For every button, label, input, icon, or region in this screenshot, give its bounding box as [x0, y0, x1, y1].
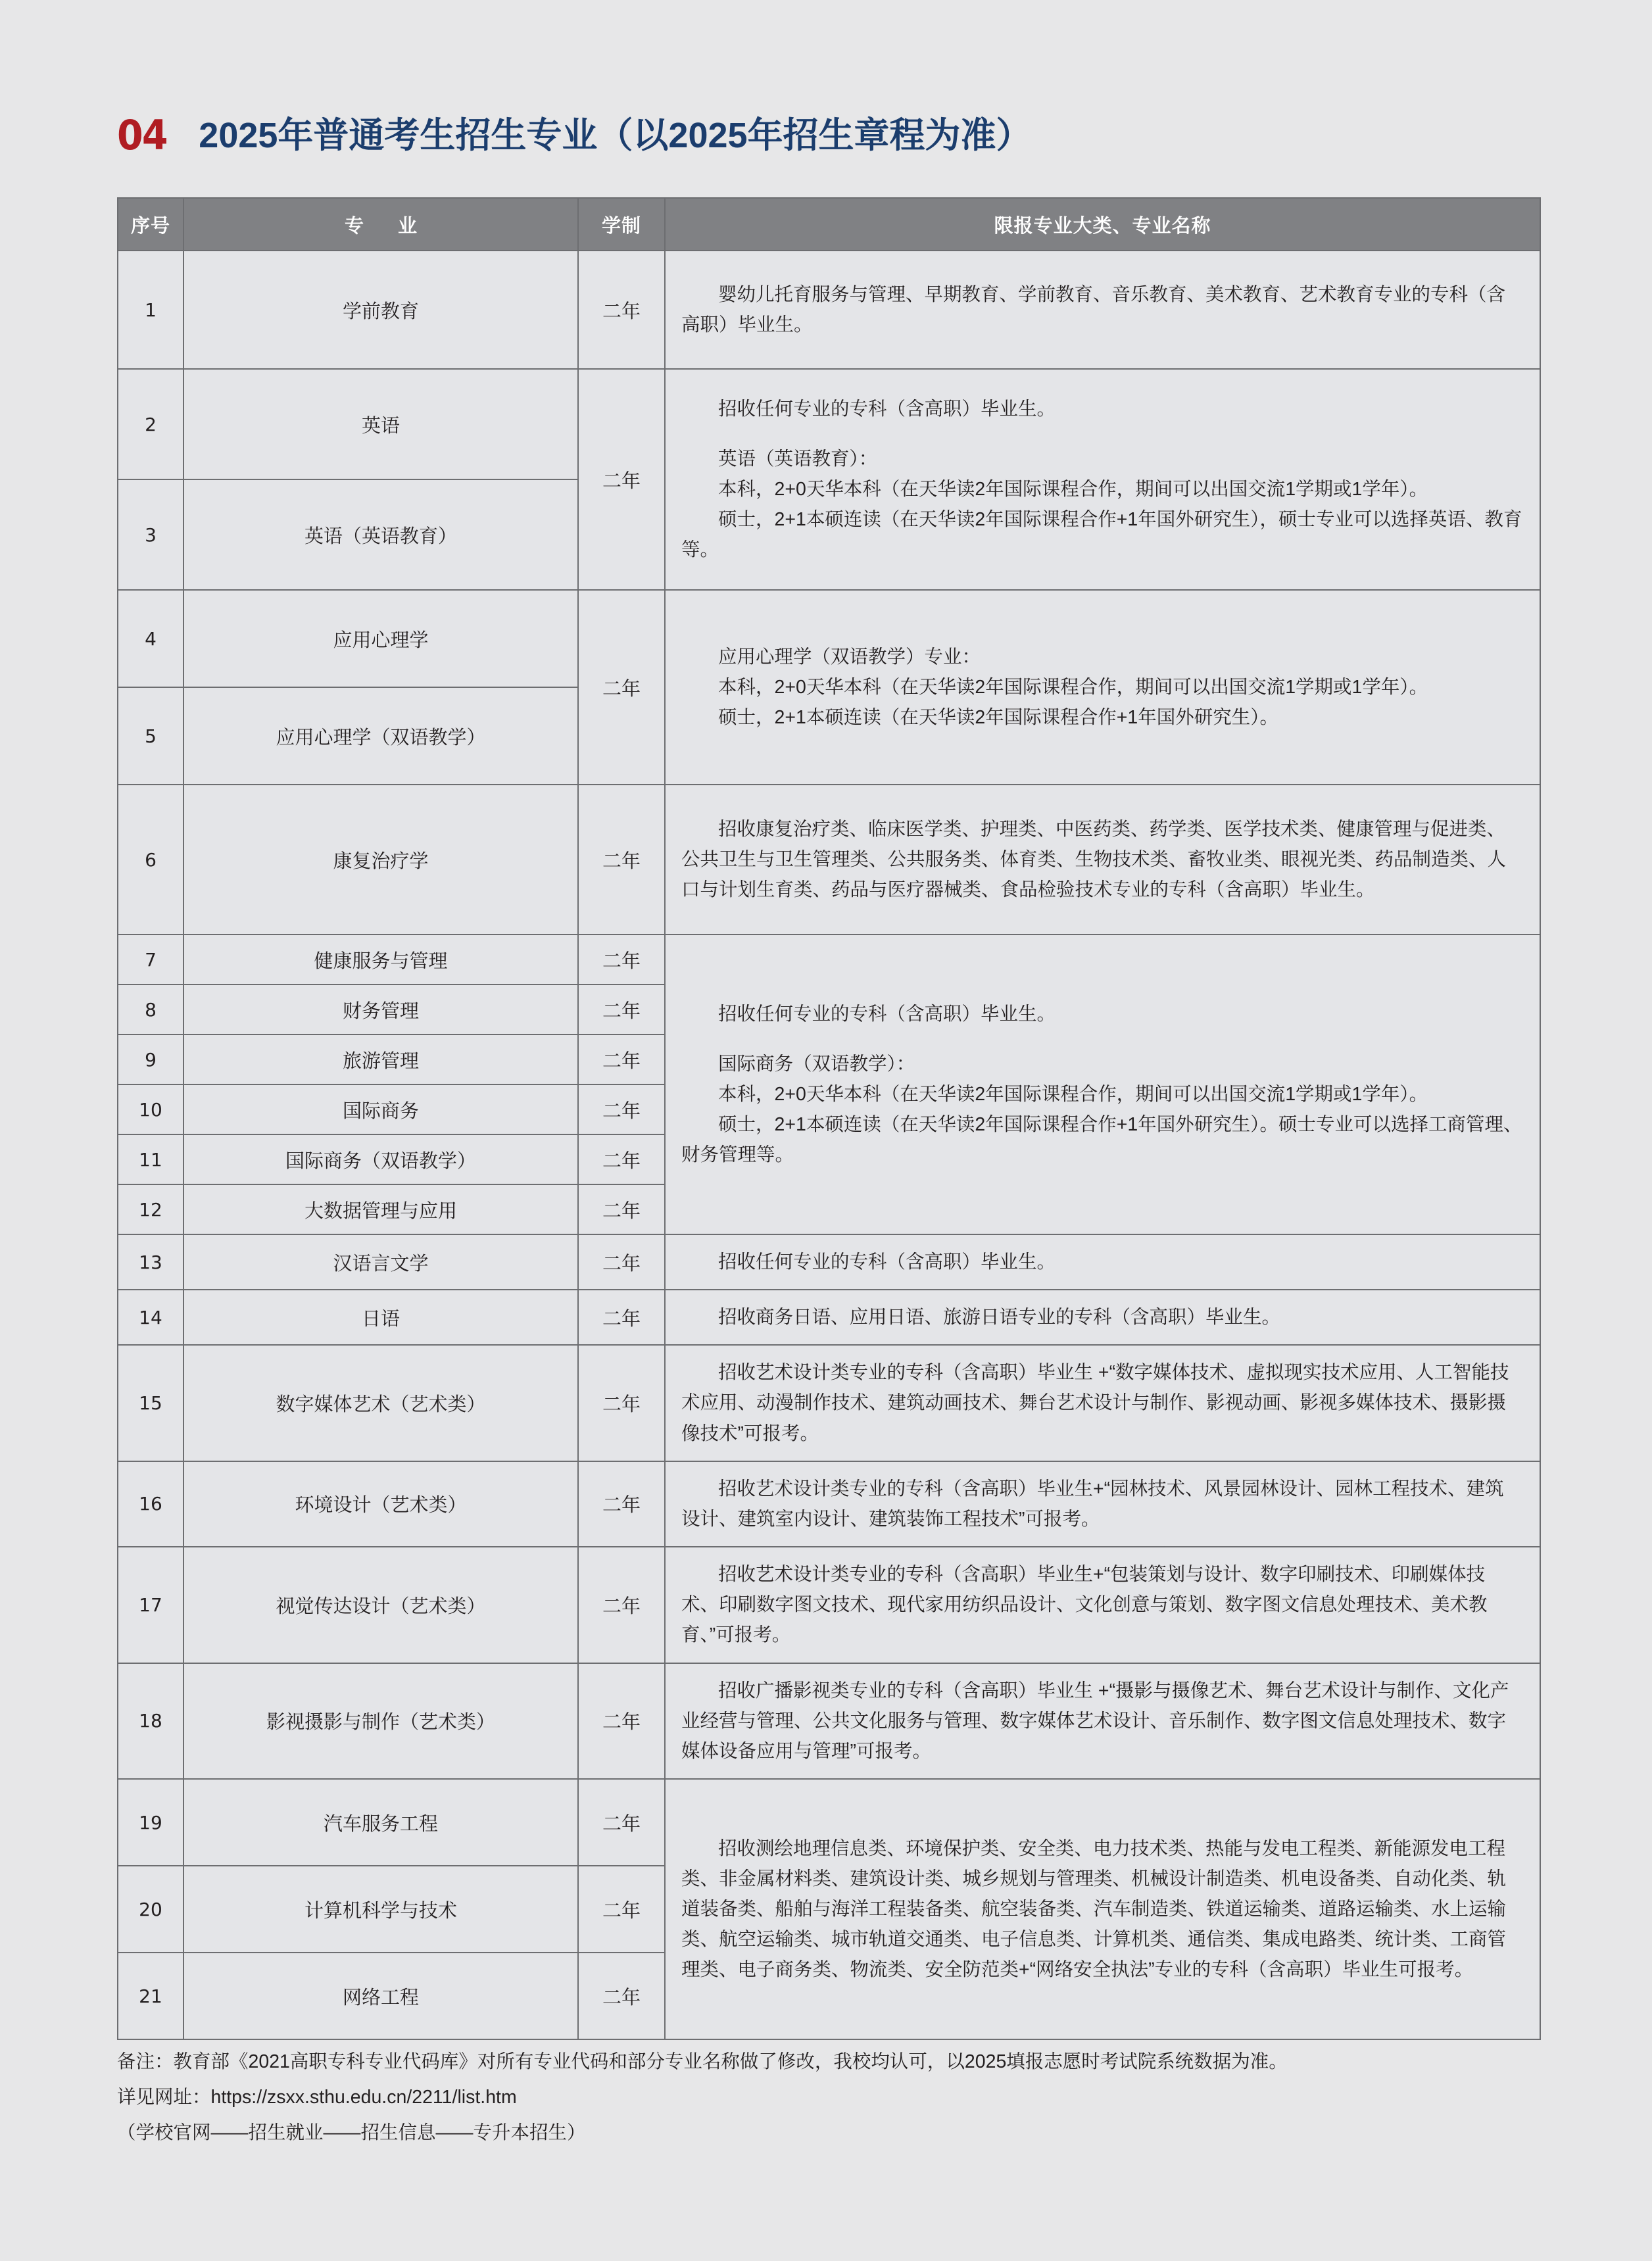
- table-row: [118, 369, 1540, 479]
- cell-major: 环境设计（艺术类）: [183, 1461, 578, 1547]
- column-header-duration: 学制: [578, 198, 665, 251]
- cell-duration: 二年: [578, 1084, 665, 1134]
- footnote-line-1: 备注：教育部《2021高职专科专业代码库》对所有专业代码和部分专业名称做了修改，我校均认可，以2025填报志愿时考试院系统数据为准。: [117, 2051, 1288, 2072]
- cell-no: 20: [118, 1866, 183, 1953]
- cell-no: 4: [118, 590, 183, 687]
- desc-paragraph: 招收广播影视类专业的专科（含高职）毕业生 +“摄影与摄像艺术、舞台艺术设计与制作、文化产业经营与管理、公共文化服务与管理、数字媒体艺术设计、音乐制作、数字图文信息处理技术、数字媒体设备应用与管理”可报考。: [681, 1680, 1509, 1762]
- table-header: [118, 198, 1540, 251]
- footnotes: [117, 2044, 1564, 2151]
- column-header-major: [183, 198, 578, 251]
- cell-duration: 二年: [578, 1034, 665, 1084]
- majors-table: [117, 197, 1541, 2040]
- cell-no: 2: [118, 369, 183, 479]
- cell-description: [665, 1345, 1540, 1461]
- column-header-no: 序号: [118, 198, 183, 251]
- cell-duration: 二年: [578, 1547, 665, 1663]
- cell-description: [665, 1290, 1540, 1345]
- table-row: [118, 1345, 1540, 1461]
- cell-description: [665, 369, 1540, 590]
- cell-duration: 二年: [578, 1866, 665, 1953]
- cell-no: 7: [118, 935, 183, 985]
- desc-paragraph: 招收任何专业的专科（含高职）毕业生。: [718, 1003, 1056, 1025]
- cell-description: [665, 1663, 1540, 1779]
- desc-paragraph: 国际商务（双语教学）：: [718, 1053, 915, 1075]
- desc-paragraph: 本科，2+0天华本科（在天华读2年国际课程合作，期间可以出国交流1学期或1学年）。: [718, 676, 1428, 698]
- cell-major: 康复治疗学: [183, 785, 578, 935]
- cell-major: 网络工程: [183, 1953, 578, 2039]
- cell-major: 应用心理学（双语教学）: [183, 687, 578, 785]
- cell-no: 8: [118, 985, 183, 1034]
- cell-major: 计算机科学与技术: [183, 1866, 578, 1953]
- desc-paragraph: 招收测绘地理信息类、环境保护类、安全类、电力技术类、热能与发电工程类、新能源发电工程类、非金属材料类、建筑设计类、城乡规划与管理类、机械设计制造类、机电设备类、自动化类、轨道装备类、船舶与海洋工程装备类、航空装备类、汽车制造类、铁道运输类、道路运输类、水上运输类、航空运输类、城市轨道交通类、电子信息类、计算机类、通信类、集成电路类、统计类、工商管理类、电子商务类、物流类、安全防范类+“网络安全执法”专业的专科（含高职）毕业生可报考。: [681, 1837, 1507, 1981]
- cell-duration: 二年: [578, 1290, 665, 1345]
- cell-duration: 二年: [578, 785, 665, 935]
- desc-paragraph: 英语（英语教育）：: [718, 448, 878, 470]
- cell-no: 5: [118, 687, 183, 785]
- desc-paragraph: 硕士，2+1本硕连读（在天华读2年国际课程合作+1年国外研究生）。硕士专业可以选择工商管理、财务管理等。: [681, 1114, 1522, 1166]
- cell-no: 16: [118, 1461, 183, 1547]
- desc-paragraph: 婴幼儿托育服务与管理、早期教育、学前教育、音乐教育、美术教育、艺术教育专业的专科（含高职）毕业生。: [681, 283, 1506, 335]
- footnote-line-2: 详见网址：https://zsxx.sthu.edu.cn/2211/list.htm: [117, 2087, 517, 2108]
- cell-major: 数字媒体艺术（艺术类）: [183, 1345, 578, 1461]
- cell-major: 应用心理学: [183, 590, 578, 687]
- desc-paragraph: 本科，2+0天华本科（在天华读2年国际课程合作，期间可以出国交流1学期或1学年）。: [718, 478, 1428, 500]
- cell-no: 11: [118, 1134, 183, 1184]
- desc-paragraph: 硕士，2+1本硕连读（在天华读2年国际课程合作+1年国外研究生），硕士专业可以选择英语、教育等。: [681, 509, 1522, 561]
- cell-duration: 二年: [578, 1234, 665, 1290]
- cell-description: [665, 785, 1540, 935]
- cell-no: 3: [118, 479, 183, 590]
- column-header-desc: 限报专业大类、专业名称: [665, 198, 1540, 251]
- table-row: [118, 1461, 1540, 1547]
- cell-major: 大数据管理与应用: [183, 1184, 578, 1234]
- cell-description: [665, 1779, 1540, 2039]
- cell-duration: 二年: [578, 1184, 665, 1234]
- cell-no: 10: [118, 1084, 183, 1134]
- cell-major: 影视摄影与制作（艺术类）: [183, 1663, 578, 1779]
- desc-paragraph: 硕士，2+1本硕连读（在天华读2年国际课程合作+1年国外研究生）。: [718, 707, 1278, 729]
- cell-duration: 二年: [578, 369, 665, 590]
- cell-no: 15: [118, 1345, 183, 1461]
- cell-major: 日语: [183, 1290, 578, 1345]
- majors-table-container: [117, 197, 1541, 2040]
- desc-paragraph: 招收任何专业的专科（含高职）毕业生。: [718, 398, 1056, 420]
- desc-paragraph: 招收艺术设计类专业的专科（含高职）毕业生 +“数字媒体技术、虚拟现实技术应用、人工智能技术应用、动漫制作技术、建筑动画技术、舞台艺术设计与制作、影视动画、影视多媒体技术、摄影摄像技术”可报考。: [681, 1362, 1509, 1444]
- cell-major: 英语: [183, 369, 578, 479]
- cell-no: 1: [118, 251, 183, 369]
- cell-no: 18: [118, 1663, 183, 1779]
- cell-major: 国际商务: [183, 1084, 578, 1134]
- cell-no: 17: [118, 1547, 183, 1663]
- desc-paragraph: 招收艺术设计类专业的专科（含高职）毕业生+“园林技术、风景园林设计、园林工程技术、建筑设计、建筑室内设计、建筑装饰工程技术”可报考。: [681, 1478, 1504, 1530]
- cell-duration: 二年: [578, 590, 665, 785]
- cell-no: 6: [118, 785, 183, 935]
- table-row: [118, 1547, 1540, 1663]
- cell-duration: 二年: [578, 1345, 665, 1461]
- table-row: [118, 785, 1540, 935]
- cell-no: 14: [118, 1290, 183, 1345]
- table-row: [118, 590, 1540, 687]
- cell-duration: 二年: [578, 251, 665, 369]
- footnote-line-3: （学校官网——招生就业——招生信息——专升本招生）: [117, 2122, 586, 2144]
- cell-duration: 二年: [578, 1663, 665, 1779]
- desc-paragraph: 本科，2+0天华本科（在天华读2年国际课程合作，期间可以出国交流1学期或1学年）。: [718, 1083, 1428, 1105]
- cell-no: 21: [118, 1953, 183, 2039]
- cell-description: [665, 1461, 1540, 1547]
- table-row: [118, 1779, 1540, 1866]
- cell-duration: 二年: [578, 1953, 665, 2039]
- cell-no: 19: [118, 1779, 183, 1866]
- table-row: [118, 935, 1540, 985]
- cell-description: [665, 1547, 1540, 1663]
- cell-description: [665, 590, 1540, 785]
- cell-major: 学前教育: [183, 251, 578, 369]
- cell-duration: 二年: [578, 1461, 665, 1547]
- desc-paragraph: 应用心理学（双语教学）专业：: [718, 646, 981, 668]
- table-header-row: [118, 198, 1540, 251]
- desc-paragraph: 招收商务日语、应用日语、旅游日语专业的专科（含高职）毕业生。: [718, 1307, 1281, 1328]
- table-row: [118, 1663, 1540, 1779]
- table-row: [118, 1290, 1540, 1345]
- cell-major: 国际商务（双语教学）: [183, 1134, 578, 1184]
- cell-major: 财务管理: [183, 985, 578, 1034]
- cell-major: 旅游管理: [183, 1034, 578, 1084]
- cell-duration: 二年: [578, 935, 665, 985]
- table-row: [118, 251, 1540, 369]
- desc-paragraph: 招收艺术设计类专业的专科（含高职）毕业生+“包装策划与设计、数字印刷技术、印刷媒体技术、印刷数字图文技术、现代家用纺织品设计、文化创意与策划、数字图文信息处理技术、美术教育、”可报考。: [681, 1564, 1488, 1646]
- cell-duration: 二年: [578, 1779, 665, 1866]
- cell-major: 汉语言文学: [183, 1234, 578, 1290]
- desc-paragraph: 招收任何专业的专科（含高职）毕业生。: [718, 1252, 1056, 1273]
- cell-no: 13: [118, 1234, 183, 1290]
- cell-description: [665, 251, 1540, 369]
- cell-major: 健康服务与管理: [183, 935, 578, 985]
- cell-major: 英语（英语教育）: [183, 479, 578, 590]
- table-row: [118, 1234, 1540, 1290]
- cell-duration: 二年: [578, 1134, 665, 1184]
- cell-no: 9: [118, 1034, 183, 1084]
- page-title: 2025年普通考生招生专业（以2025年招生章程为准）: [199, 116, 1032, 155]
- cell-description: [665, 1234, 1540, 1290]
- column-header-major-label: 专 业: [344, 215, 432, 237]
- cell-no: 12: [118, 1184, 183, 1234]
- cell-duration: 二年: [578, 985, 665, 1034]
- section-number: 04: [117, 111, 167, 159]
- cell-description: [665, 935, 1540, 1234]
- table-body: [118, 251, 1540, 2039]
- section-title: [117, 111, 1032, 159]
- cell-major: 视觉传达设计（艺术类）: [183, 1547, 578, 1663]
- cell-major: 汽车服务工程: [183, 1779, 578, 1866]
- desc-paragraph: 招收康复治疗类、临床医学类、护理类、中医药类、药学类、医学技术类、健康管理与促进类、公共卫生与卫生管理类、公共服务类、体育类、生物技术类、畜牧业类、眼视光类、药品制造类、人口与计划生育类、药品与医疗器械类、食品检验技术专业的专科（含高职）毕业生。: [681, 818, 1507, 901]
